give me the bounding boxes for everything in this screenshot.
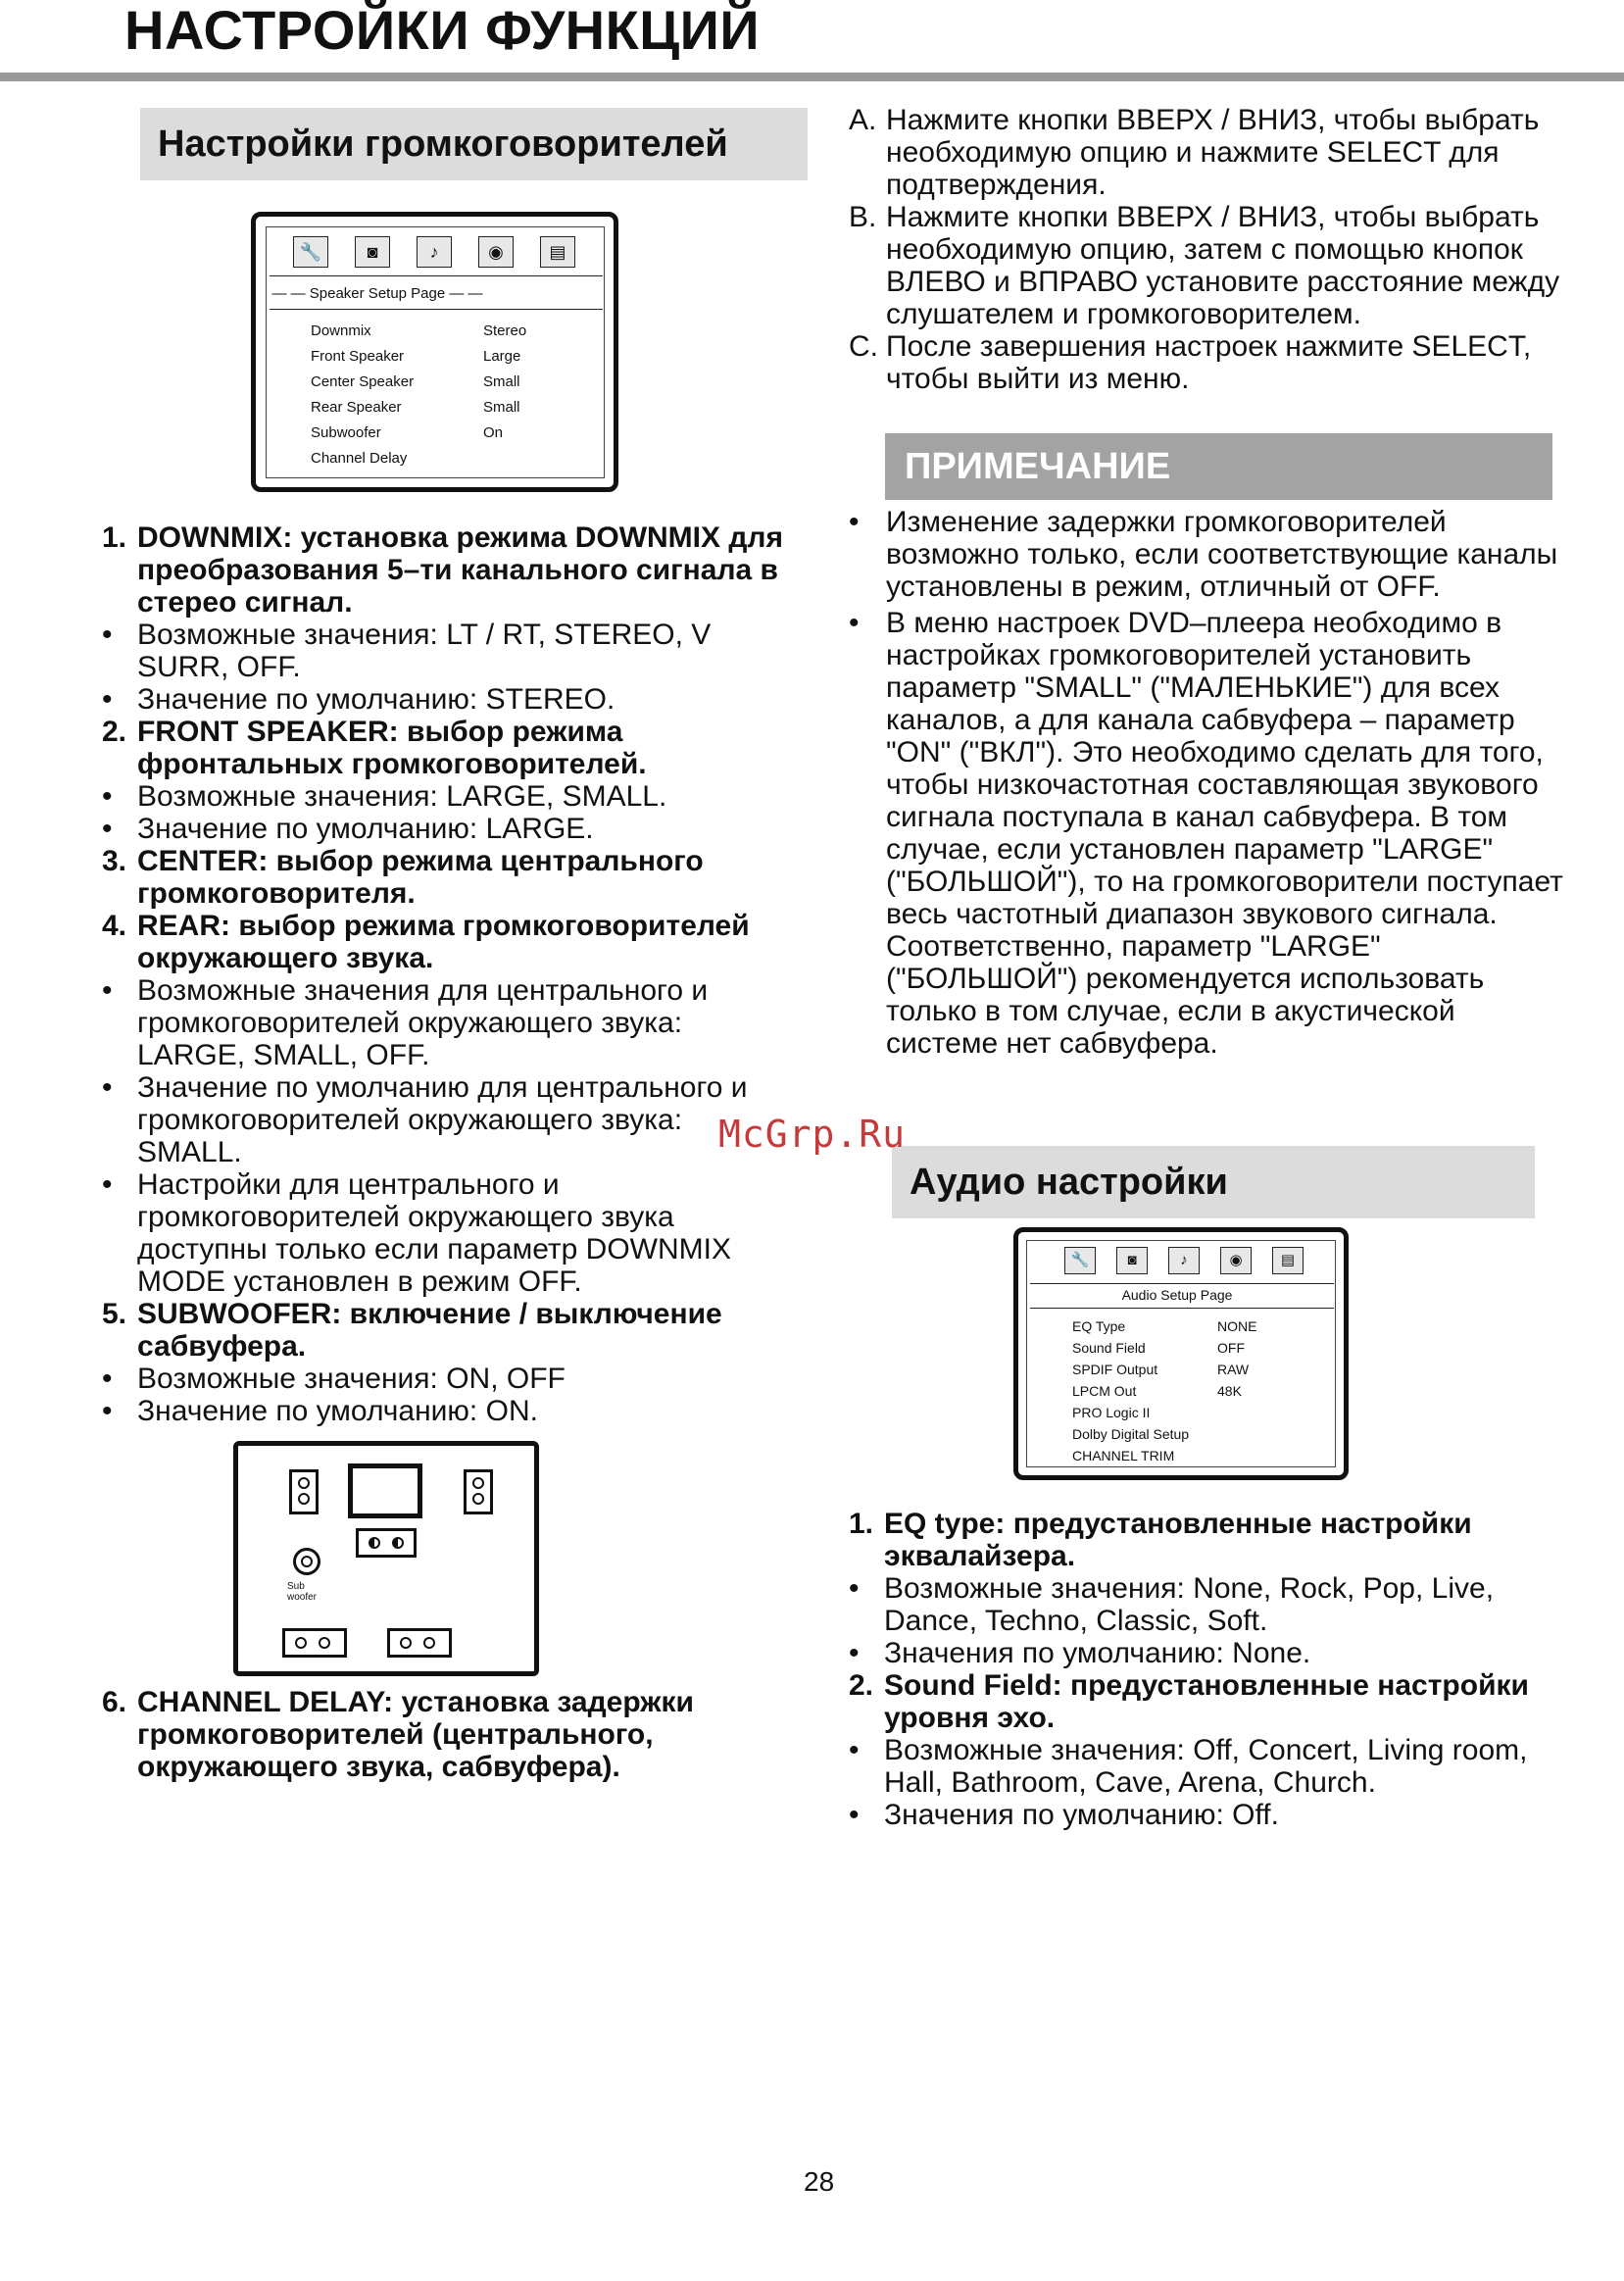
osd-row-value: 48K xyxy=(1217,1383,1242,1399)
subwoofer-icon xyxy=(293,1548,320,1575)
osd-row-value: NONE xyxy=(1217,1318,1257,1334)
list-item: • Значения по умолчанию: None. xyxy=(849,1637,1311,1669)
osd-row-label: CHANNEL TRIM xyxy=(1072,1448,1175,1463)
preferences-icon: ▤ xyxy=(540,236,575,268)
audio-section-heading: Аудио настройки xyxy=(892,1146,1535,1218)
osd-row-label: Dolby Digital Setup xyxy=(1072,1426,1190,1442)
osd-row-label: Subwoofer xyxy=(311,424,381,441)
list-item: 1. EQ type: предустановленные настройки эквалайзера. xyxy=(849,1508,1472,1572)
list-item: • Значения по умолчанию: Off. xyxy=(849,1799,1279,1831)
audio-icon: ♪ xyxy=(417,236,452,268)
watermark: McGrp.Ru xyxy=(718,1113,907,1156)
list-item: 4. REAR: выбор режима громкоговорителей окружающего звука. xyxy=(102,910,750,974)
osd-page-title: — — Speaker Setup Page — — xyxy=(271,285,483,302)
page-title: НАСТРОЙКИ ФУНКЦИЙ xyxy=(124,0,761,61)
speaker-setup-osd xyxy=(251,212,618,492)
osd-row-label: LPCM Out xyxy=(1072,1383,1137,1399)
osd-row-value: Small xyxy=(483,373,520,390)
osd-row-value: Small xyxy=(483,399,520,416)
speaker-icon: ◙ xyxy=(1116,1247,1148,1274)
note-list xyxy=(849,506,1574,1060)
audio-icon: ♪ xyxy=(1168,1247,1200,1274)
list-item: • Изменение задержки громкоговорителей возможно только, если соответствующие каналы установлены в режим, отличный от OFF. xyxy=(849,506,1558,603)
speaker-settings-list xyxy=(102,521,788,1427)
disc-icon: ◉ xyxy=(478,236,514,268)
title-rule xyxy=(0,73,1624,81)
osd-row-value: OFF xyxy=(1217,1340,1245,1356)
osd-row-label: EQ Type xyxy=(1072,1318,1126,1334)
list-item: • Возможные значения: None, Rock, Pop, Live, Dance, Techno, Classic, Soft. xyxy=(849,1572,1495,1637)
list-item: 3. CENTER: выбор режима центрального громкоговорителя. xyxy=(102,845,704,910)
front-right-speaker xyxy=(464,1469,493,1514)
settings-wrench-icon: 🔧 xyxy=(1064,1247,1096,1274)
channel-delay-item xyxy=(102,1686,788,1783)
speaker-section-heading: Настройки громкоговорителей xyxy=(140,108,808,180)
list-item: 1. DOWNMIX: установка режима DOWNMIX для преобразования 5–ти канального сигнала в стерео сигнал. xyxy=(102,521,783,619)
audio-settings-list xyxy=(849,1508,1574,1831)
list-item: • Значение по умолчанию: ON. xyxy=(102,1395,538,1427)
step-item: A. Нажмите кнопки ВВЕРХ / ВНИЗ, чтобы выбрать необходимую опцию и нажмите SELECT для подтверждения. xyxy=(849,104,1540,201)
step-item: B. Нажмите кнопки ВВЕРХ / ВНИЗ, чтобы выбрать необходимую опцию, затем с помощью кнопок ВЛЕВО и ВПРАВО установите расстояние между слушателем и громкоговорителем. xyxy=(849,201,1560,330)
osd-row-label: Downmix xyxy=(311,322,371,339)
setup-steps xyxy=(849,104,1574,395)
list-item: • Настройки для центрального и громкоговорителей окружающего звука доступны только если параметр DOWNMIX MODE установлен в режим OFF. xyxy=(102,1168,731,1298)
rear-left-speaker xyxy=(282,1628,347,1658)
rear-right-speaker xyxy=(387,1628,452,1658)
osd-row-value: Stereo xyxy=(483,322,527,339)
speaker-icon: ◙ xyxy=(355,236,390,268)
center-speaker xyxy=(356,1528,417,1558)
page-number: 28 xyxy=(804,2166,835,2197)
osd-row-label: SPDIF Output xyxy=(1072,1362,1158,1377)
list-item: 2. Sound Field: предустановленные настройки уровня эхо. xyxy=(849,1669,1529,1734)
list-item: • Возможные значения: ON, OFF xyxy=(102,1363,566,1395)
osd-row-label: Front Speaker xyxy=(311,348,405,365)
list-item: • Возможные значения: LT / RT, STEREO, V SURR, OFF. xyxy=(102,619,712,683)
osd-row-label: Channel Delay xyxy=(311,450,408,467)
list-item: • Значение по умолчанию: LARGE. xyxy=(102,813,594,845)
preferences-icon: ▤ xyxy=(1272,1247,1304,1274)
osd-row-label: Sound Field xyxy=(1072,1340,1146,1356)
list-item: • Возможные значения: LARGE, SMALL. xyxy=(102,780,667,813)
list-item: • Значение по умолчанию для центрального и громкоговорителей окружающего звука: SMALL. xyxy=(102,1071,748,1168)
disc-icon: ◉ xyxy=(1220,1247,1252,1274)
list-item: • Значение по умолчанию: STEREO. xyxy=(102,683,615,716)
subwoofer-label: Sub woofer xyxy=(287,1581,318,1603)
list-item: • В меню настроек DVD–плеера необходимо в настройках громкоговорителей установить параметр "SMALL" ("МАЛЕНЬКИЕ") для всех каналов, а для канала сабвуфера – параметр "ON" ("ВКЛ"). Это необходимо сделать для того, чтобы низкочастотная составляющая звукового сигнала поступала в канал сабвуфера. В том случае, если установлен параметр "LARGE" ("БОЛЬШОЙ"), то на громкоговорители поступает весь частотный диапазон звукового сигнала. Соответственно, параметр "LARGE" ("БОЛЬШОЙ") рекомендуется использовать только в том случае, если в акустической системе нет сабвуфера. xyxy=(849,607,1563,1060)
osd-row-label: PRO Logic II xyxy=(1072,1405,1151,1420)
list-item: 2. FRONT SPEAKER: выбор режима фронтальных громкоговорителей. xyxy=(102,716,647,780)
note-heading: ПРИМЕЧАНИЕ xyxy=(885,433,1552,500)
settings-wrench-icon: 🔧 xyxy=(293,236,328,268)
osd-row-value: Large xyxy=(483,348,521,365)
list-item: • Возможные значения для центрального и громкоговорителей окружающего звука: LARGE, SMALL, OFF. xyxy=(102,974,709,1071)
speaker-layout-diagram xyxy=(233,1441,539,1676)
audio-setup-osd xyxy=(1013,1227,1349,1480)
tv-screen xyxy=(348,1463,422,1518)
list-item: 6. CHANNEL DELAY: установка задержки громкоговорителей (центрального, окружающего звука, сабвуфера). xyxy=(102,1686,694,1783)
osd-row-value: RAW xyxy=(1217,1362,1250,1377)
step-item: C. После завершения настроек нажмите SELECT, чтобы выйти из меню. xyxy=(849,330,1532,395)
osd-row-value: On xyxy=(483,424,504,441)
list-item: 5. SUBWOOFER: включение / выключение сабвуфера. xyxy=(102,1298,722,1363)
osd-row-label: Center Speaker xyxy=(311,373,415,390)
osd-page-title: Audio Setup Page xyxy=(1121,1287,1233,1303)
list-item: • Возможные значения: Off, Concert, Living room, Hall, Bathroom, Cave, Arena, Church. xyxy=(849,1734,1528,1799)
front-left-speaker xyxy=(289,1469,319,1514)
osd-row-label: Rear Speaker xyxy=(311,399,402,416)
